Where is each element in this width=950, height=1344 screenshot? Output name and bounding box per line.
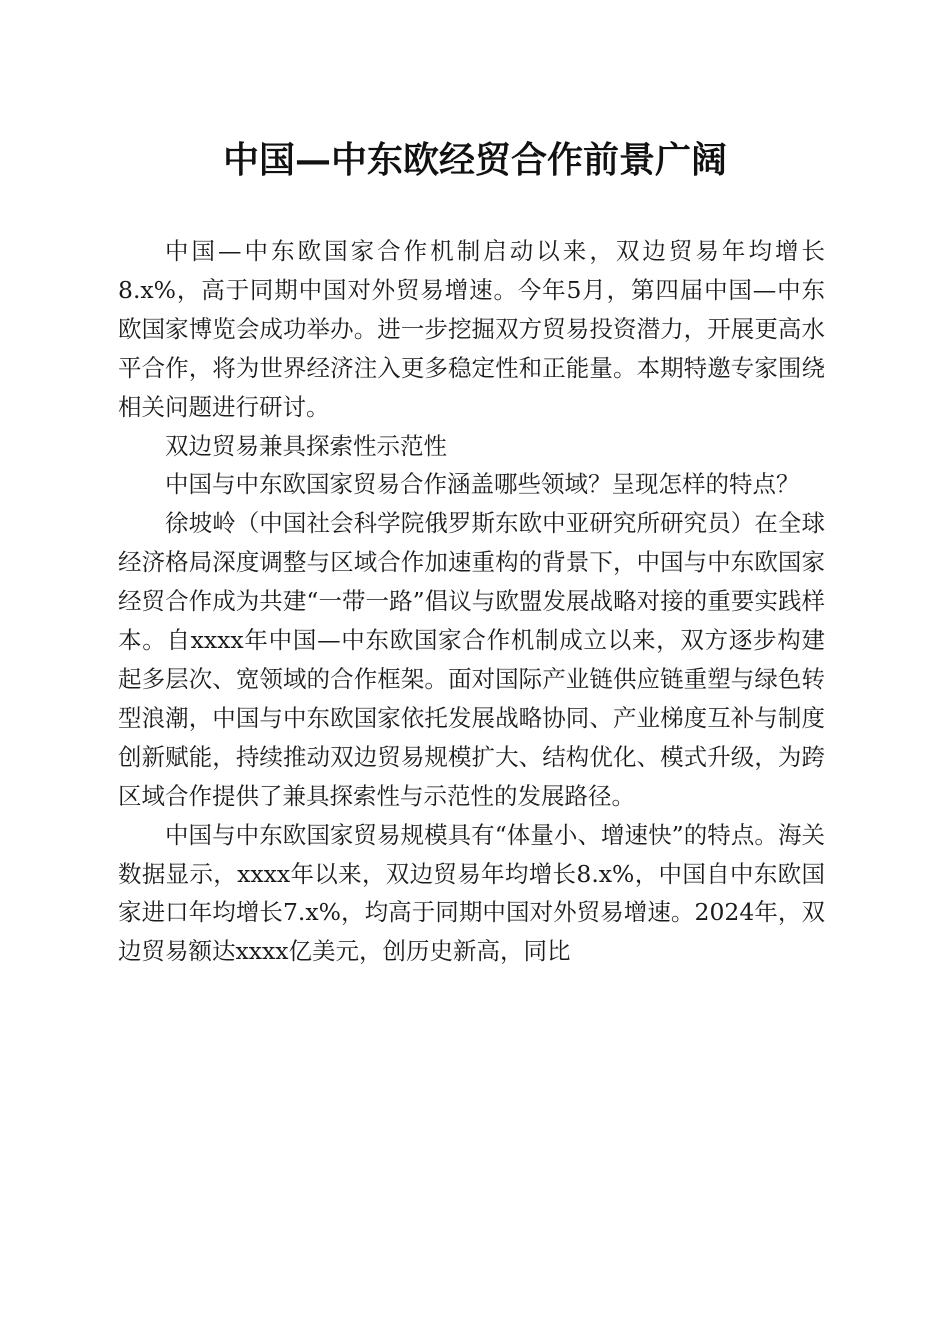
document-title: 中国—中东欧经贸合作前景广阔	[222, 139, 727, 181]
expert-answer-paragraph: 徐坡岭（中国社会科学院俄罗斯东欧中亚研究所研究员）在全球经济格局深度调整与区域合作加速重构的背景下，中国与中东欧国家经贸合作成为共建“一带一路”倡议与欧盟发展战略对接的重要实践样本。自xxxx年中国—中东欧国家合作机制成立以来，双方逐步构建起多层次、宽领域的合作框架。面对国际产业链供应链重塑与绿色转型浪潮，中国与中东欧国家依托发展战略协同、产业梯度互补与制度创新赋能，持续推动双边贸易规模扩大、结构优化、模式升级，为跨区域合作提供了兼具探索性与示范性的发展路径。	[118, 509, 825, 810]
trade-scale-paragraph: 中国与中东欧国家贸易规模具有“体量小、增速快”的特点。海关数据显示，xxxx年以来，双边贸易年均增长8.x%，中国自中东欧国家进口年均增长7.x%，均高于同期中国对外贸易增速。2024年，双边贸易额达xxxx亿美元，创历史新高，同比	[118, 820, 825, 966]
section-heading: 双边贸易兼具探索性示范性	[165, 431, 447, 460]
intro-paragraph: 中国—中东欧国家合作机制启动以来，双边贸易年均增长8.x%，高于同期中国对外贸易增速。今年5月，第四届中国—中东欧国家博览会成功举办。进一步挖掘双方贸易投资潜力，开展更高水平合作，将为世界经济注入更多稳定性和正能量。本期特邀专家围绕相关问题进行研讨。	[118, 237, 825, 421]
document-body	[118, 232, 825, 971]
question-paragraph: 中国与中东欧国家贸易合作涵盖哪些领域？呈现怎样的特点？	[165, 470, 800, 499]
